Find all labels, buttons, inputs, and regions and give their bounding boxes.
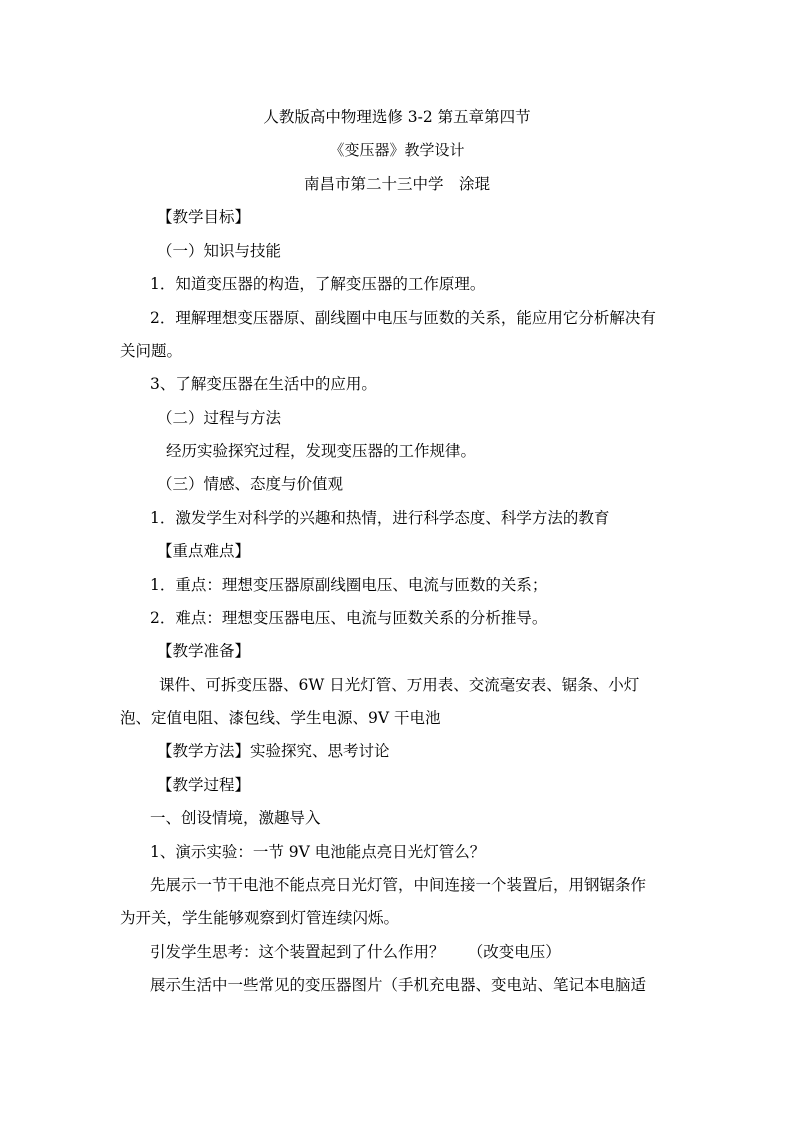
- section-heading-key-points: 【重点难点】: [157, 542, 251, 560]
- demo-description: 先展示一节干电池不能点亮日光灯管，中间连接一个装置后，用钢锯条作: [150, 876, 647, 894]
- objective-item-2-cont: 关问题。: [120, 342, 183, 360]
- section-heading-objectives: 【教学目标】: [157, 208, 251, 226]
- subsection-knowledge-skills: （一）知识与技能: [157, 242, 282, 260]
- objective-item-2: 2．理解理想变压器原、副线圈中电压与匝数的关系，能应用它分析解决有: [150, 309, 656, 327]
- key-point-item: 1．重点：理想变压器原副线圈电压、电流与匝数的关系；: [150, 576, 548, 594]
- process-step-1-title: 一、创设情境，激趣导入: [150, 809, 321, 827]
- process-method-text: 经历实验探究过程，发现变压器的工作规律。: [166, 442, 477, 460]
- student-question: 引发学生思考：这个装置起到了什么作用？ （改变电压）: [150, 943, 561, 961]
- demo-description-cont: 为开关，学生能够观察到灯管连续闪烁。: [120, 909, 400, 927]
- section-heading-methods: 【教学方法】实验探究、思考讨论: [157, 742, 390, 760]
- demo-experiment-heading: 1、演示实验：一节 9V 电池能点亮日光灯管么？: [150, 843, 486, 861]
- document-title: 《变压器》教学设计: [329, 141, 465, 159]
- objective-item-1: 1．知道变压器的构造，了解变压器的工作原理。: [150, 275, 486, 293]
- objective-item-3: 3、了解变压器在生活中的应用。: [150, 375, 377, 393]
- preparation-text: 课件、可拆变压器、6W 日光灯管、万用表、交流毫安表、锯条、小灯: [159, 676, 640, 694]
- subsection-process-method: （二）过程与方法: [157, 409, 282, 427]
- section-heading-preparation: 【教学准备】: [157, 642, 251, 660]
- difficult-point-item: 2．难点：理想变压器电压、电流与匝数关系的分析推导。: [150, 609, 548, 627]
- preparation-text-cont: 泡、定值电阻、漆包线、学生电源、9V 干电池: [120, 709, 441, 727]
- course-heading: 人教版高中物理选修 3-2 第五章第四节: [263, 108, 531, 126]
- attitude-item-1: 1．激发学生对科学的兴趣和热情，进行科学态度、科学方法的教育: [150, 509, 610, 527]
- transformer-examples: 展示生活中一些常见的变压器图片（手机充电器、变电站、笔记本电脑适: [150, 976, 647, 994]
- subsection-attitude-values: （三）情感、态度与价值观: [157, 475, 344, 493]
- section-heading-process: 【教学过程】: [157, 776, 251, 794]
- author-line: 南昌市第二十三中学 涂琨: [303, 175, 490, 193]
